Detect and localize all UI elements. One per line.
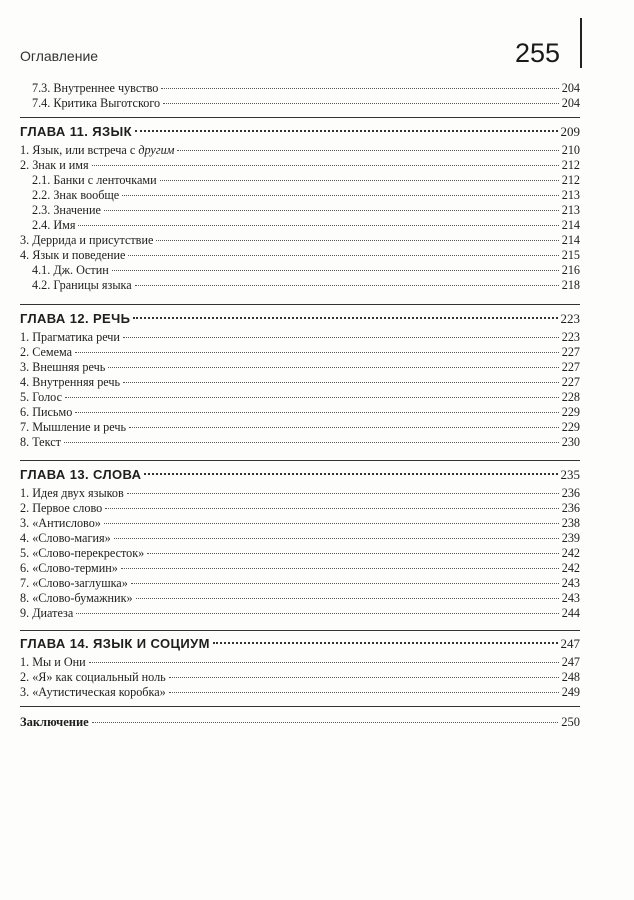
toc-entry[interactable] — [20, 81, 580, 96]
page-ref: 214 — [561, 218, 580, 232]
page-ref: 204 — [561, 96, 580, 110]
chapter-heading[interactable] — [20, 310, 580, 328]
toc-entry[interactable] — [20, 203, 580, 218]
page-ref: 212 — [561, 173, 580, 187]
dot-leader — [169, 692, 559, 693]
toc-entry[interactable] — [20, 218, 580, 233]
toc-entry[interactable] — [20, 576, 580, 591]
entry-label: ГЛАВА 13. СЛОВА — [20, 467, 142, 482]
entry-label: 5. «Слово-перекресток» — [20, 546, 145, 560]
chapter-14-entries — [20, 655, 580, 700]
page-ref: 249 — [561, 685, 580, 699]
toc-entry[interactable] — [20, 173, 580, 188]
page-ref: 213 — [561, 188, 580, 202]
entry-label: 1. Идея двух языков — [20, 486, 124, 500]
entry-label: 2.4. Имя — [32, 218, 76, 232]
page-ref: 236 — [561, 486, 580, 500]
page-ref: 236 — [561, 501, 580, 515]
entry-label: другим — [138, 143, 175, 157]
page-ref: 230 — [561, 435, 580, 449]
dot-leader — [127, 493, 559, 494]
entry-label: ГЛАВА 12. РЕЧЬ — [20, 311, 131, 326]
dot-leader — [131, 583, 559, 584]
page-ref: 212 — [561, 158, 580, 172]
entry-label: Заключение — [20, 715, 89, 729]
page-ref: 244 — [561, 606, 580, 620]
page-ref: 229 — [561, 405, 580, 419]
chapter-14 — [20, 635, 580, 653]
dot-leader — [65, 397, 559, 398]
entry-label: 2.1. Банки с ленточками — [32, 173, 157, 187]
page-ref: 204 — [561, 81, 580, 95]
section-divider — [20, 706, 580, 707]
dot-leader — [92, 165, 559, 166]
toc-entry[interactable] — [20, 96, 580, 111]
toc-entry[interactable] — [20, 591, 580, 606]
chapter-12-entries — [20, 330, 580, 450]
chapter-13 — [20, 466, 580, 484]
toc-entry[interactable] — [20, 486, 580, 501]
toc-entry[interactable] — [20, 685, 580, 700]
toc-entry[interactable] — [20, 263, 580, 278]
dot-leader — [104, 210, 559, 211]
toc-entry[interactable] — [20, 330, 580, 345]
dot-leader — [128, 255, 558, 256]
section-divider — [20, 304, 580, 305]
dot-leader — [78, 225, 558, 226]
page-ref: 209 — [560, 124, 580, 139]
dot-leader — [76, 613, 558, 614]
entry-label: 7. «Слово-заглушка» — [20, 576, 128, 590]
entry-label: 6. Письмо — [20, 405, 73, 419]
page-header — [20, 40, 580, 70]
chapter-heading[interactable] — [20, 123, 580, 141]
toc-entry[interactable] — [20, 561, 580, 576]
dot-leader — [112, 270, 559, 271]
entry-label: 2.2. Знак вообще — [32, 188, 120, 202]
entry-label: ГЛАВА 11. ЯЗЫК — [20, 124, 133, 139]
dot-leader — [177, 150, 558, 151]
page-ref: 227 — [561, 360, 580, 374]
dot-leader — [104, 523, 559, 524]
dot-leader — [213, 642, 558, 644]
header-vertical-rule — [580, 18, 582, 68]
dot-leader — [129, 427, 559, 428]
dot-leader — [169, 677, 559, 678]
chapter-11-entries — [20, 143, 580, 293]
page-ref: 242 — [561, 546, 580, 560]
toc-entry[interactable] — [20, 360, 580, 375]
toc-entry[interactable] — [20, 375, 580, 390]
page-ref: 243 — [561, 591, 580, 605]
page-ref: 215 — [561, 248, 580, 262]
entry-label: ГЛАВА 14. ЯЗЫК И СОЦИУМ — [20, 636, 210, 651]
entry-label: 2. Знак и имя — [20, 158, 89, 172]
toc-entry[interactable] — [20, 278, 580, 293]
page-ref: 248 — [561, 670, 580, 684]
entry-label: 4.1. Дж. Остин — [32, 263, 109, 277]
toc-entry[interactable] — [20, 405, 580, 420]
toc-entry[interactable] — [20, 606, 580, 621]
page-ref: 228 — [561, 390, 580, 404]
page-ref: 247 — [560, 636, 580, 651]
chapter-12 — [20, 310, 580, 328]
entry-label: 4.2. Границы языка — [32, 278, 132, 292]
dot-leader — [136, 598, 559, 599]
toc-entry[interactable] — [20, 345, 580, 360]
entry-label: 9. Диатеза — [20, 606, 74, 620]
entry-label: 1. Язык, или встреча с — [20, 143, 139, 157]
conclusion — [20, 713, 580, 731]
toc-entry[interactable] — [20, 655, 580, 670]
dot-leader — [160, 180, 559, 181]
page-number: 255 — [514, 38, 560, 68]
page-ref: 214 — [561, 233, 580, 247]
dot-leader — [75, 412, 558, 413]
dot-leader — [108, 367, 558, 368]
dot-leader — [161, 88, 558, 89]
dot-leader — [135, 130, 557, 132]
page-ref: 238 — [561, 516, 580, 530]
toc-entry[interactable] — [20, 188, 580, 203]
page-ref: 247 — [561, 655, 580, 669]
toc-entry[interactable] — [20, 546, 580, 561]
toc-entry[interactable] — [20, 158, 580, 173]
toc-entry[interactable] — [20, 531, 580, 546]
toc-entry[interactable] — [20, 233, 580, 248]
dot-leader — [89, 662, 559, 663]
chapter-11 — [20, 123, 580, 141]
section-divider — [20, 460, 580, 461]
entry-label: 2. «Я» как социальный ноль — [20, 670, 166, 684]
page-ref: 213 — [561, 203, 580, 217]
entry-label: 4. Язык и поведение — [20, 248, 126, 262]
page-ref: 250 — [561, 715, 580, 729]
page-ref: 227 — [561, 375, 580, 389]
entry-label: 4. Внутренняя речь — [20, 375, 121, 389]
dot-leader — [163, 103, 559, 104]
dot-leader — [123, 382, 559, 383]
entry-label: 5. Голос — [20, 390, 62, 404]
page-ref: 227 — [561, 345, 580, 359]
entry-label: 3. «Антислово» — [20, 516, 101, 530]
entry-label: 3. Деррида и присутствие — [20, 233, 154, 247]
section-divider — [20, 630, 580, 631]
page-ref: 242 — [561, 561, 580, 575]
entry-label: 2. Первое слово — [20, 501, 103, 515]
dot-leader — [92, 722, 559, 723]
entry-label: 7.3. Внутреннее чувство — [32, 81, 159, 95]
page-ref: 210 — [561, 143, 580, 157]
page-ref: 239 — [561, 531, 580, 545]
dot-leader — [147, 553, 558, 554]
page-ref: 216 — [561, 263, 580, 277]
entry-label: 3. Внешняя речь — [20, 360, 106, 374]
entry-label: 3. «Аутистическая коробка» — [20, 685, 166, 699]
entry-label: 8. «Слово-бумажник» — [20, 591, 133, 605]
page-ref: 243 — [561, 576, 580, 590]
dot-leader — [122, 195, 559, 196]
page-ref: 235 — [560, 467, 580, 482]
dot-leader — [64, 442, 559, 443]
page-ref: 229 — [561, 420, 580, 434]
toc-entry[interactable] — [20, 501, 580, 516]
entry-label: 2. Семема — [20, 345, 73, 359]
dot-leader — [144, 473, 557, 475]
toc-entry[interactable] — [20, 143, 580, 158]
page-ref: 223 — [560, 311, 580, 326]
toc-entry[interactable] — [20, 435, 580, 450]
toc-top-entries — [20, 81, 580, 111]
entry-label: 8. Текст — [20, 435, 61, 449]
entry-label: 7.4. Критика Выготского — [32, 96, 161, 110]
dot-leader — [75, 352, 559, 353]
dot-leader — [156, 240, 558, 241]
entry-label — [20, 143, 174, 158]
entry-label: 7. Мышление и речь — [20, 420, 127, 434]
toc-entry[interactable] — [20, 516, 580, 531]
toc-entry[interactable] — [20, 670, 580, 685]
toc-entry[interactable] — [20, 420, 580, 435]
dot-leader — [105, 508, 559, 509]
entry-label: 2.3. Значение — [32, 203, 101, 217]
dot-leader — [135, 285, 559, 286]
dot-leader — [133, 317, 557, 319]
running-title: Оглавление — [20, 48, 99, 64]
dot-leader — [123, 337, 559, 338]
toc-entry[interactable] — [20, 390, 580, 405]
toc-entry-conclusion[interactable] — [20, 713, 580, 731]
chapter-heading[interactable] — [20, 635, 580, 653]
section-divider — [20, 117, 580, 118]
dot-leader — [114, 538, 559, 539]
dot-leader — [121, 568, 559, 569]
entry-label: 1. Мы и Они — [20, 655, 86, 669]
entry-label: 6. «Слово-термин» — [20, 561, 118, 575]
entry-label: 4. «Слово-магия» — [20, 531, 111, 545]
chapter-13-entries — [20, 486, 580, 621]
page-ref: 223 — [561, 330, 580, 344]
chapter-heading[interactable] — [20, 466, 580, 484]
page-ref: 218 — [561, 278, 580, 292]
toc-entry[interactable] — [20, 248, 580, 263]
entry-label: 1. Прагматика речи — [20, 330, 120, 344]
